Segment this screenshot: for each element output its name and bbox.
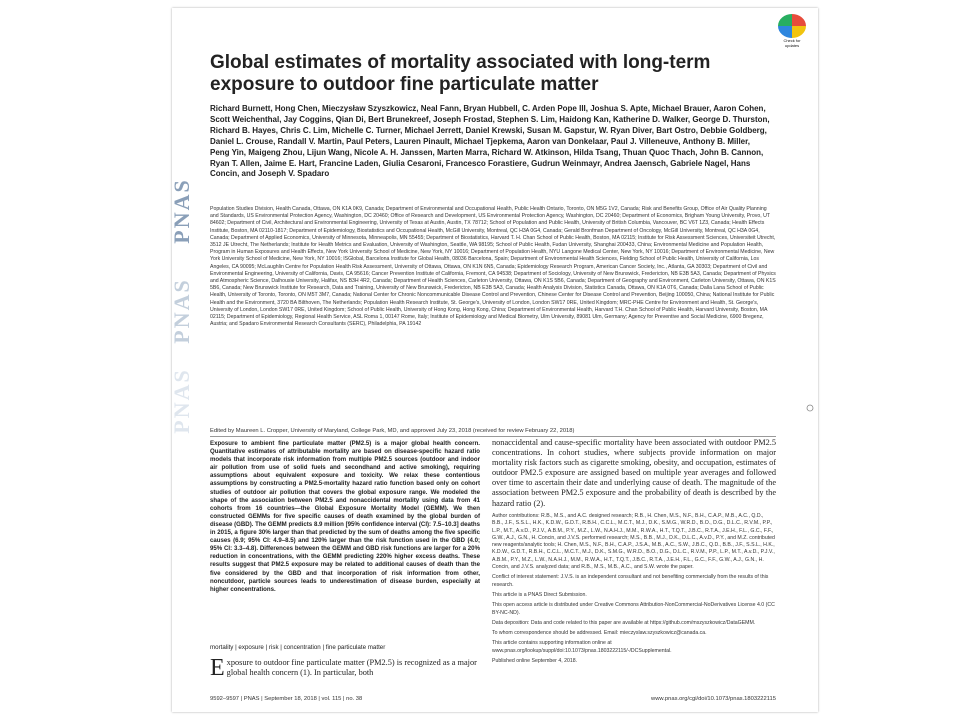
keywords: mortality | exposure | risk | concentration | fine particulate matter: [210, 644, 386, 651]
pnas-logo-text-3: PNAS: [169, 368, 194, 434]
author-list: Richard Burnett, Hong Chen, Mieczysław Szyszkowicz, Neal Fann, Bryan Hubbell, C. Arden Pope III, Joshua S. Apte, Michael Brauer, Aaron Cohen, Scott Weichenthal, Jay Coggins, Qian Di, Bert Brunekreef, Joseph Frostad, Stephen S. Lim, Haidong Kan, Katherine D. Walker, George D. Thurston, Richard B. Hayes, Chris C. Lim, Michelle C. Turner, Michael Jerrett, Daniel Krewski, Susan M. Gapstur, W. Ryan Diver, Bart Ostro, Debbie Goldberg, Daniel L. Crouse, Randall V. Martin, Paul Peters, Lauren Pinault, Michael Tjepkema, Aaron van Donkelaar, Paul J. Villeneuve, Anthony B. Miller, Peng Yin, Maigeng Zhou, Lijun Wang, Nicole A. H. Janssen, Marten Marra, Richard W. Atkinson, Hilda Tsang, Thuan Quoc Thach, John B. Cannon, Ryan T. Allen, Jaime E. Hart, Francine Laden, Giulia Cesaroni, Francesco Forastiere, Gudrun Weinmayr, Andrea Jaensch, Gabriele Nagel, Hans Concin, and Joseph V. Spadaro: [210, 104, 770, 179]
check-for-updates-badge[interactable]: [778, 14, 806, 48]
pnas-logo-text-1: PNAS: [169, 178, 194, 244]
updates-icon: [778, 14, 806, 38]
affiliations: Population Studies Division, Health Canada, Ottawa, ON K1A 0K9, Canada; Department of Environmental and Occupational Health, Public Health Ontario, Toronto, ON M5G 1V2, Canada; Risk and Benefits Group, Office of Air Quality Planning and Standards, US Environmental Protection Agency, Washington, DC 20460; Office of Research and Development, US Environmental Protection Agency, Washington, DC 20460; Department of Economics, Brigham Young University, Provo, UT 84602; Department of Civil, Architectural and Environmental Engineering, University of Texas at Austin, Austin, TX 78712; School of Population and Public Health, University of British Columbia, Vancouver, BC V6T 1Z3, Canada; Health Effects Institute, Boston, MA 02110-1817; Department of Epidemiology, Biostatistics and Occupational Health, McGill University, Montreal, QC H3A 0G4, Canada; Gerald Bronfman Department of Oncology, McGill University, Montreal, QC H3A 0G4, Canada; Department of Applied Economics, University of Minnesota, Minneapolis, MN 55455; Department of Biostatistics, Harvard T. H. Chan School of Public Health, Boston, MA 02115; Institute for Risk Assessment Sciences, Universiteit Utrecht, 3512 JE Utrecht, The Netherlands; Institute for Health Metrics and Evaluation, University of Washington, Seattle, WA 98195; School of Public Health, Fudan University, Shanghai 200433, China; Environmental Medicine and Population Health, Program in Human Exposures and Health Effects, New York University School of Medicine, New York, NY 10016; Department of Population Health, NYU Langone Medical Center, New York, NY 10016; Department of Environmental Medicine, New York University School of Medicine, New York, NY 10016; ISGlobal, Barcelona Institute for Global Health, 08036 Barcelona, Spain; Department of Environmental Health Sciences, Fielding School of Public Health, University of California, Los Angeles, CA 90095; McLaughlin Centre for Population Health Risk Assessment, University of Ottawa, Ottawa, ON K1N 6N5, Canada; Epidemiology Research Program, American Cancer Society, Inc., Atlanta, GA 30303; Department of Civil and Environmental Engineering, University of California, Davis, CA 95616; Cancer Prevention Institute of California, Fremont, CA 94538; Department of Sociology, University of New Brunswick, Fredericton, NB E3B 5A3, Canada; Department of Physics and Atmospheric Science, Dalhousie University, Halifax, NS B3H 4R2, Canada; Department of Health Sciences, Carleton University, Ottawa, ON K1S 5B6, Canada; Department of Geography and Environment, Carleton University, Ottawa, ON K1S 5B6, Canada; New Brunswick Institute for Research, Data and Training, University of New Brunswick, Fredericton, NB E3B 5A3, Canada; Health Analysis Division, Statistics Canada, Ottawa, ON K1A 0T6, Canada; Dalla Lana School of Public Health, University of Toronto, Toronto, ON M5T 3M7, Canada; National Center for Chronic Noncommunicable Disease Control and Prevention, Chinese Center for Disease Control and Prevention, Beijing 100050, China; National Institute for Public Health and the Environment, 3720 BA Bilthoven, The Netherlands; Population Health Research Institute, St. George's, University of London, London SW17 0RE, United Kingdom; MRC-PHE Centre for Environment and Health, St. George's, University of London, London SW17 0RE, United Kingdom; School of Public Health, University of Hong Kong, Hong Kong, China; Department of Environmental Health, Harvard T.H. Chan School of Public Health, Harvard University, Boston, MA 02115; Department of Epidemiology, Regional Health Service, ASL Roma 1, 00147 Rome, Italy; Institute of Epidemiology and Medical Biometry, Ulm University, 89081 Ulm, Germany; Agency for Preventive and Social Medicine, 6900 Bregenz, Austria; and Spadaro Environmental Research Consultants (SERC), Philadelphia, PA 19142: [210, 206, 776, 328]
article-title: Global estimates of mortality associated with long-term exposure to outdoor fine particulate matter: [210, 52, 711, 95]
note-license[interactable]: This open access article is distributed under Creative Commons Attribution-NonCommercial-NoDerivatives License 4.0 (CC BY-NC-ND).: [492, 602, 775, 616]
footnotes: [492, 513, 776, 668]
note-supporting-info[interactable]: This article contains supporting information online at www.pnas.org/lookup/suppl/doi:10.1073/pnas.1803222115/-/DCSupplemental.: [492, 640, 672, 654]
footer-citation: 9592–9597 | PNAS | September 18, 2018 | vol. 115 | no. 38: [210, 696, 363, 702]
note-data-deposition[interactable]: Data deposition: Data and code related to this paper are available at https://github.com/mszyszkowicz/DataGEMM.: [492, 619, 756, 626]
drop-cap: E: [210, 655, 225, 681]
edited-by-line: Edited by Maureen L. Cropper, University of Maryland, College Park, MD, and approved July 23, 2018 (received for review February 22, 2018): [210, 428, 575, 434]
note-published: Published online September 4, 2018.: [492, 658, 578, 665]
pnas-logo-text-2: PNAS: [169, 278, 194, 344]
footer-doi-link[interactable]: www.pnas.org/cgi/doi/10.1073/pnas.1803222115: [651, 696, 776, 702]
journal-side-logo: [169, 88, 194, 708]
badge-label: Check for updates: [783, 38, 801, 48]
corner-mark-icon: [806, 404, 814, 412]
note-conflict: Conflict of interest statement: J.V.S. is an independent consultant and not benefiting commercially from the results of this research.: [492, 574, 769, 588]
right-column-text: nonaccidental and cause-specific mortality have been associated with outdoor PM2.5 concentrations. In cohort studies, where subjects provide information on major mortality risk factors such as cigarette smoking, obesity, and occupation, estimates of outdoor PM2.5 exposure are assigned based on multiple year averages and followed over time to ascertain their date and underlying cause of death. The magnitude of the association between PM2.5 exposure and the probability of death is described by the hazard ratio (2).: [492, 438, 776, 508]
introduction: [210, 655, 480, 681]
note-correspondence[interactable]: To whom correspondence should be addressed. Email: mieczyslaw.szyszkowicz@canada.ca.: [492, 630, 707, 637]
note-direct-submission: This article is a PNAS Direct Submission.: [492, 591, 587, 598]
page-footer: [210, 696, 776, 702]
paper-page: [169, 8, 818, 712]
note-contributions: Author contributions: R.B., M.S., and A.C. designed research; R.B., H. Chen, M.S., N.F., B.H., C.A.P., M.B., A.C., Q.D., B.B., J.F., S.S.L., H.K., K.D.W., G.D.T., R.B.H., C.C.L., M.C.T., M.J., D.K., S.M.G., W.R.D., B.O., D.G., D.L.C., R.V.M., P.P., L.P., M.T., A.v.D., P.J.V., A.B.M., P.Y., M.Z., L.W., N.A.H.J., M.M., R.W.A., H.T., T.Q.T., J.B.C., R.T.A., J.E.H., F.L., G.C., F.F., G.W., A.J., G.N., H. Concin, and J.V.S. performed research; M.S., B.B., M.J., D.K., D.L.C., A.v.D., P.Y., and M.Z. contributed new reagents/analytic tools; H. Chen, M.S., N.F., B.H., C.A.P., J.S.A., M.B., A.C., S.W., J.B.C., Q.D., B.B., J.F., S.S.L., H.K., K.D.W., G.D.T., R.B.H., C.C.L., M.C.T., M.J., D.K., S.M.G., W.R.D., B.O., D.G., D.L.C., R.V.M., P.P., L.P., M.T., A.v.D., P.J.V., A.B.M., P.Y., M.Z., L.W., N.A.H.J., M.M., R.W.A., H.T., T.Q.T., J.B.C., R.T.A., J.E.H., F.L., G.C., F.F., G.W., A.J., G.N., H. Concin, and J.V.S. analyzed data; and R.B., M.S., M.B., A.C., and S.W. wrote the paper.: [492, 513, 775, 571]
abstract: Exposure to ambient fine particulate matter (PM2.5) is a major global health concern. Quantitative estimates of attributable mortality are based on disease-specific hazard ratio models that incorporate risk information from multiple PM2.5 sources (outdoor and indoor air pollution from use of solid fuels and secondhand and active smoking), requiring assumptions about equivalent exposure and toxicity. We relax these contentious assumptions by constructing a PM2.5-mortality hazard ratio function based only on cohort studies of outdoor air pollution that covers the global exposure range. We modeled the shape of the association between PM2.5 and nonaccidental mortality using data from 41 cohorts from 16 countries—the Global Exposure Mortality Model (GEMM). We then constructed GEMMs for five specific causes of death examined by the global burden of disease (GBD). The GEMM predicts 8.9 million [95% confidence interval (CI): 7.5–10.3] deaths in 2015, a figure 30% larger than that predicted by the sum of deaths among the five specific causes (6.9; 95% CI: 4.9–8.5) and 120% larger than the risk function used in the GBD (4.0; 95% CI: 3.3–4.8). Differences between the GEMM and GBD risk functions are larger for a 20% reduction in concentrations, with the GEMM predicting 220% higher excess deaths. These results suggest that PM2.5 exposure may be related to additional causes of death than the five considered by the GBD and that incorporation of risk information from other, noncutdoor, particle sources leads to underestimation of disease burden, especially at higher concentrations.: [210, 440, 480, 593]
divider: [210, 436, 776, 437]
intro-text: xposure to outdoor fine particulate matter (PM2.5) is recognized as a major global health concern (1). In particular, both: [226, 658, 477, 677]
